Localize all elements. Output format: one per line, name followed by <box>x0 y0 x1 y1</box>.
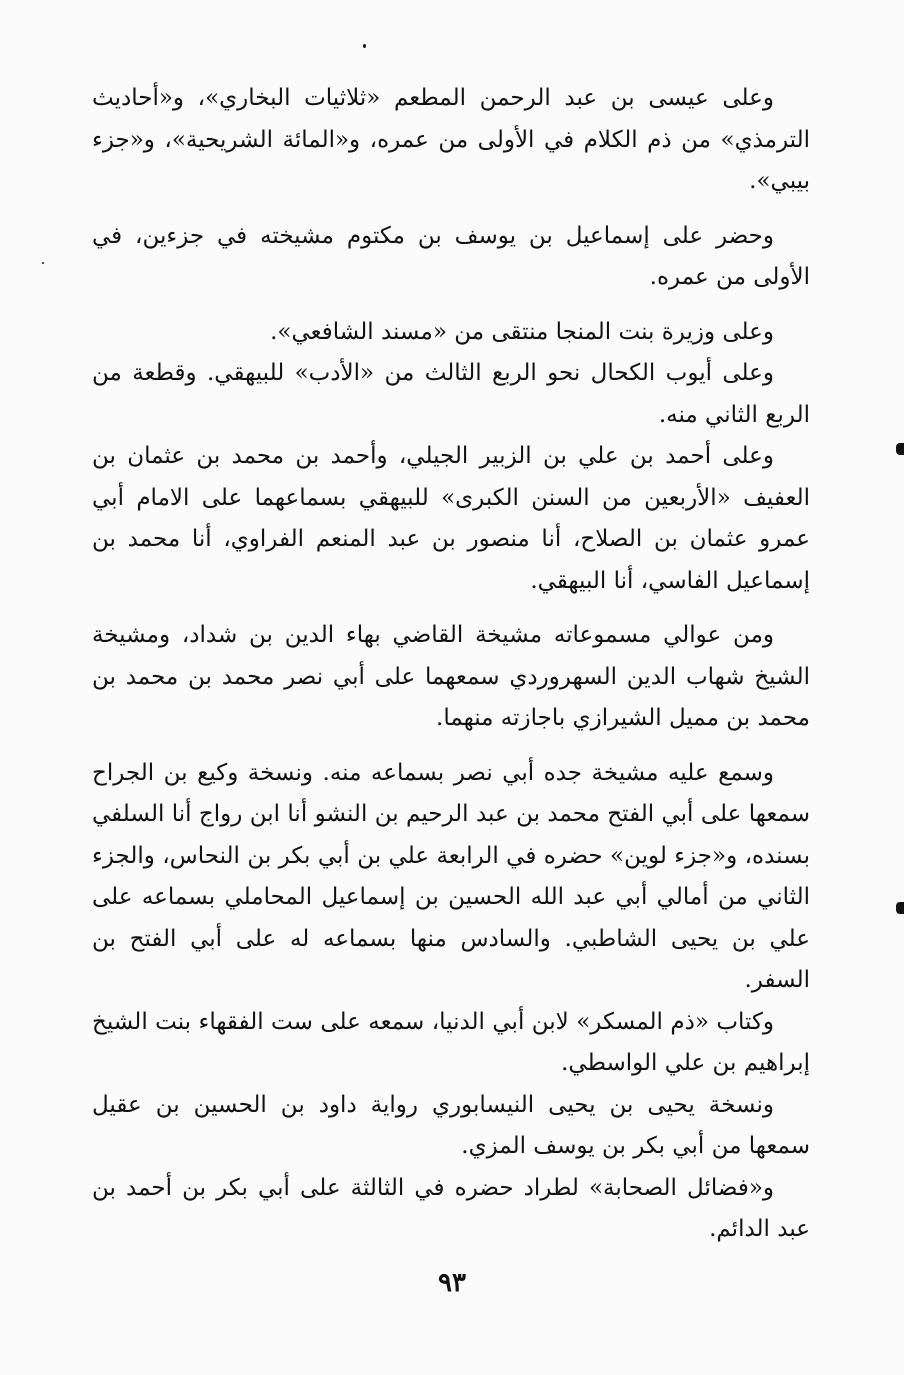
margin-mark <box>896 443 904 455</box>
margin-mark <box>896 902 904 914</box>
paragraph: وسمع عليه مشيخة جده أبي نصر بسماعه منه. ونسخة وكيع بن الجراح سمعها على أبي الفتح محمد بن عبد الرحيم بن النشو أنا ابن رواج أنا السلفي بسنده، و«جزء لوين» حضره في الرابعة علي بن أبي بكر بن النحاس، والجزء الثاني من أمالي أبي عبد الله الحسين بن إسماعيل المحاملي بسماعه على علي بن يحيى الشاطبي. والسادس منها بسماعه له على أبي الفتح بن السفر. <box>92 759 810 993</box>
paragraph: وكتاب «ذم المسكر» لابن أبي الدنيا، سمعه على ست الفقهاء بنت الشيخ إبراهيم بن علي الواسطي. <box>92 1008 810 1076</box>
paragraph: وعلى عيسى بن عبد الرحمن المطعم «ثلاثيات البخاري»، و«أحاديث الترمذي» من ذم الكلام في الأولى من عمره، و«المائة الشريحية»، و«جزء بيبي». <box>92 85 810 194</box>
paragraph: وعلى أحمد بن علي بن الزبير الجيلي، وأحمد بن محمد بن عثمان بن العفيف «الأربعين من السنن الكبرى» للبيهقي بسماعهما على الامام أبي عمرو عثمان بن الصلاح، أنا منصور بن عبد المنعم الفراوي، أنا محمد بن إسماعيل الفاسي، أنا البيهقي. <box>92 443 810 594</box>
paragraph: و«فضائل الصحابة» لطراد حضره في الثالثة على أبي بكر بن أحمد بن عبد الدائم. <box>92 1174 810 1242</box>
ink-speck <box>363 44 366 48</box>
page-number: ٩٣ <box>438 1268 466 1298</box>
body-text <box>92 78 810 1251</box>
paragraph: وعلى أيوب الكحال نحو الربع الثالث من «الأدب» للبيهقي. وقطعة من الربع الثاني منه. <box>92 360 810 428</box>
paragraph: ونسخة يحيى بن يحيى النيسابوري رواية داود بن الحسين بن عقيل سمعها من أبي بكر بن يوسف المزي. <box>92 1091 810 1159</box>
paragraph: وعلى وزيرة بنت المنجا منتقى من «مسند الشافعي». <box>270 318 774 345</box>
paragraph: وحضر على إسماعيل بن يوسف بن مكتوم مشيخته في جزءين، في الأولى من عمره. <box>92 222 810 290</box>
paragraph: ومن عوالي مسموعاته مشيخة القاضي بهاء الدين بن شداد، ومشيخة الشيخ شهاب الدين السهروردي سمعهما على أبي نصر محمد بن محمد بن محمد بن مميل الشيرازي باجازته منهما. <box>92 622 810 731</box>
ink-speck <box>42 262 44 264</box>
